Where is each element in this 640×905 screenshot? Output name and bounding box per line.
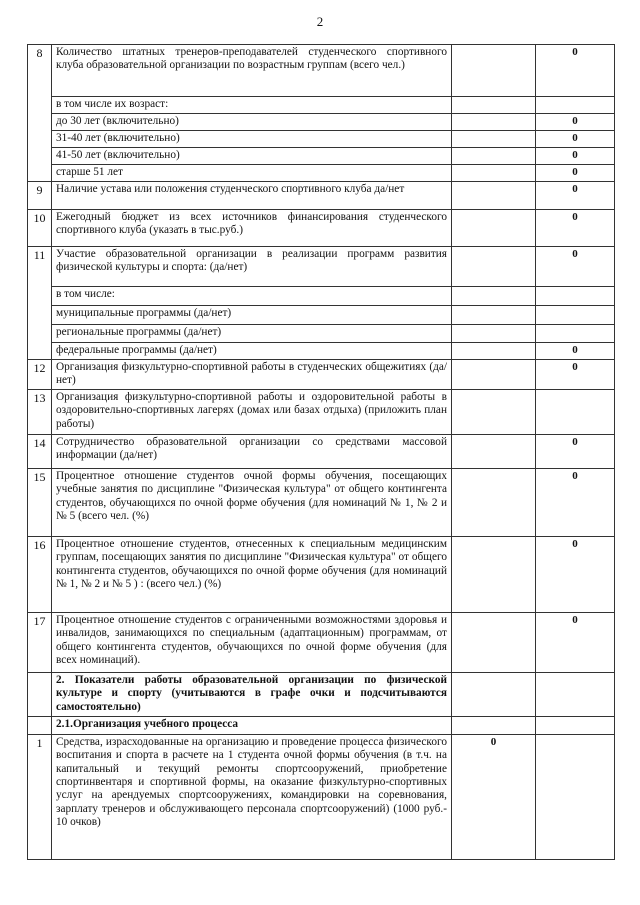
- points-cell: 0: [536, 182, 615, 210]
- value-cell: [452, 97, 536, 114]
- points-cell: 0: [536, 45, 615, 97]
- value-cell: [452, 613, 536, 673]
- value-cell: [452, 360, 536, 390]
- value-cell: [452, 717, 536, 735]
- table-row: [28, 131, 615, 148]
- value-cell: [452, 673, 536, 717]
- points-cell: [536, 390, 615, 435]
- points-cell: 0: [536, 165, 615, 182]
- value-cell: 0: [452, 735, 536, 860]
- row-number: 10: [28, 210, 52, 247]
- row-number: 11: [28, 247, 52, 360]
- table-row: [28, 97, 615, 114]
- row-text: Процентное отношение студентов с ограниченными возможностями здоровья и инвалидов, занимающихся по специальным (адаптационным) программам, от общего контингента студентов, обучающихся по очной форме обучения (для всех номинаций).: [52, 613, 452, 673]
- value-cell: [452, 435, 536, 469]
- row-text: в том числе их возраст:: [52, 97, 452, 114]
- row-number: 16: [28, 537, 52, 613]
- row-number: 15: [28, 469, 52, 537]
- value-cell: [452, 287, 536, 306]
- table-row: [28, 247, 615, 287]
- row-text: 31-40 лет (включительно): [52, 131, 452, 148]
- indicators-table: [27, 44, 615, 860]
- table-row: [28, 469, 615, 537]
- row-text: старше 51 лет: [52, 165, 452, 182]
- points-cell: 0: [536, 435, 615, 469]
- value-cell: [452, 165, 536, 182]
- value-cell: [452, 247, 536, 287]
- value-cell: [452, 390, 536, 435]
- row-text: Организация физкультурно-спортивной работы и оздоровительной работы в оздоровительно-спортивных лагерях (домах или базах отдыха) (приложить план работы): [52, 390, 452, 435]
- points-cell: [536, 735, 615, 860]
- subsection-heading: 2.1.Организация учебного процесса: [52, 717, 452, 735]
- row-text: Сотрудничество образовательной организации со средствами массовой информации (да/нет): [52, 435, 452, 469]
- row-text: Процентное отношение студентов очной формы обучения, посещающих учебные занятия по дисциплине "Физическая культура" от общего контингента студентов, обучающихся по очной форме обучения (для номинаций № 1, № 2 и № 5 (всего чел. (%): [52, 469, 452, 537]
- row-text: до 30 лет (включительно): [52, 114, 452, 131]
- row-number: 14: [28, 435, 52, 469]
- table-row: [28, 210, 615, 247]
- points-cell: 0: [536, 148, 615, 165]
- value-cell: [452, 45, 536, 97]
- row-text: Ежегодный бюджет из всех источников финансирования студенческого спортивного клуба (указать в тыс.руб.): [52, 210, 452, 247]
- points-cell: 0: [536, 247, 615, 287]
- empty-number-cell: [28, 717, 52, 735]
- section-heading: 2. Показатели работы образовательной организации по физической культуре и спорту (учитываются в графе очки и подсчитываются самостоятельно): [52, 673, 452, 717]
- row-text: региональные программы (да/нет): [52, 325, 452, 343]
- value-cell: [452, 182, 536, 210]
- table-row: [28, 360, 615, 390]
- table-row: [28, 114, 615, 131]
- row-text: Организация физкультурно-спортивной работы в студенческих общежитиях (да/нет): [52, 360, 452, 390]
- value-cell: [452, 210, 536, 247]
- row-text: Количество штатных тренеров-преподавателей студенческого спортивного клуба образовательной организации по возрастным группам (всего чел.): [52, 45, 452, 97]
- table-row: [28, 435, 615, 469]
- section-header-row: [28, 673, 615, 717]
- row-text: муниципальные программы (да/нет): [52, 306, 452, 325]
- row-text: Наличие устава или положения студенческого спортивного клуба да/нет: [52, 182, 452, 210]
- points-cell: [536, 97, 615, 114]
- row-number: 9: [28, 182, 52, 210]
- table-row: [28, 325, 615, 343]
- row-text: Процентное отношение студентов, отнесенных к специальным медицинским группам, посещающих занятия по дисциплине "Физическая культура" от общего контингента студентов, обучающихся по очной форме обучения (для номинаций № 1, № 2 и № 5 ) : (всего чел.) (%): [52, 537, 452, 613]
- value-cell: [452, 325, 536, 343]
- value-cell: [452, 537, 536, 613]
- points-cell: [536, 306, 615, 325]
- value-cell: [452, 131, 536, 148]
- table-row: [28, 165, 615, 182]
- value-cell: [452, 469, 536, 537]
- points-cell: 0: [536, 114, 615, 131]
- row-number: 8: [28, 45, 52, 182]
- points-cell: 0: [536, 343, 615, 360]
- table-row: [28, 306, 615, 325]
- table-row: [28, 537, 615, 613]
- points-cell: 0: [536, 210, 615, 247]
- points-cell: [536, 325, 615, 343]
- row-text: 41-50 лет (включительно): [52, 148, 452, 165]
- subsection-header-row: [28, 717, 615, 735]
- points-cell: 0: [536, 360, 615, 390]
- value-cell: [452, 343, 536, 360]
- page-number: 2: [316, 14, 324, 29]
- table-row: [28, 613, 615, 673]
- table-row: [28, 735, 615, 860]
- row-number: 12: [28, 360, 52, 390]
- row-text: Участие образовательной организации в реализации программ развития физической культуры и спорта: (да/нет): [52, 247, 452, 287]
- table-row: [28, 148, 615, 165]
- points-cell: [536, 673, 615, 717]
- points-cell: [536, 717, 615, 735]
- points-cell: 0: [536, 131, 615, 148]
- table-row: [28, 343, 615, 360]
- row-number: 13: [28, 390, 52, 435]
- points-cell: [536, 287, 615, 306]
- row-number: 1: [28, 735, 52, 860]
- value-cell: [452, 306, 536, 325]
- points-cell: 0: [536, 613, 615, 673]
- row-text: Средства, израсходованные на организацию и проведение процесса физического воспитания и спорта в расчете на 1 студента очной формы обучения (в т.ч. на капитальный и текущий ремонты спортсооружений, приобретение спортинвентаря и спортивной формы, на оказание физкультурно-спортивных услуг на арендуемых спортсооружениях, командировки на соревнования, зарплату тренеров и обслуживающего персонала спортсооружений) (1000 руб.- 10 очков): [52, 735, 452, 860]
- table-row: [28, 287, 615, 306]
- points-cell: 0: [536, 469, 615, 537]
- table-row: [28, 182, 615, 210]
- row-text: в том числе:: [52, 287, 452, 306]
- value-cell: [452, 114, 536, 131]
- value-cell: [452, 148, 536, 165]
- empty-number-cell: [28, 673, 52, 717]
- row-number: 17: [28, 613, 52, 673]
- table-row: [28, 390, 615, 435]
- row-text: федеральные программы (да/нет): [52, 343, 452, 360]
- table-row: [28, 45, 615, 97]
- points-cell: 0: [536, 537, 615, 613]
